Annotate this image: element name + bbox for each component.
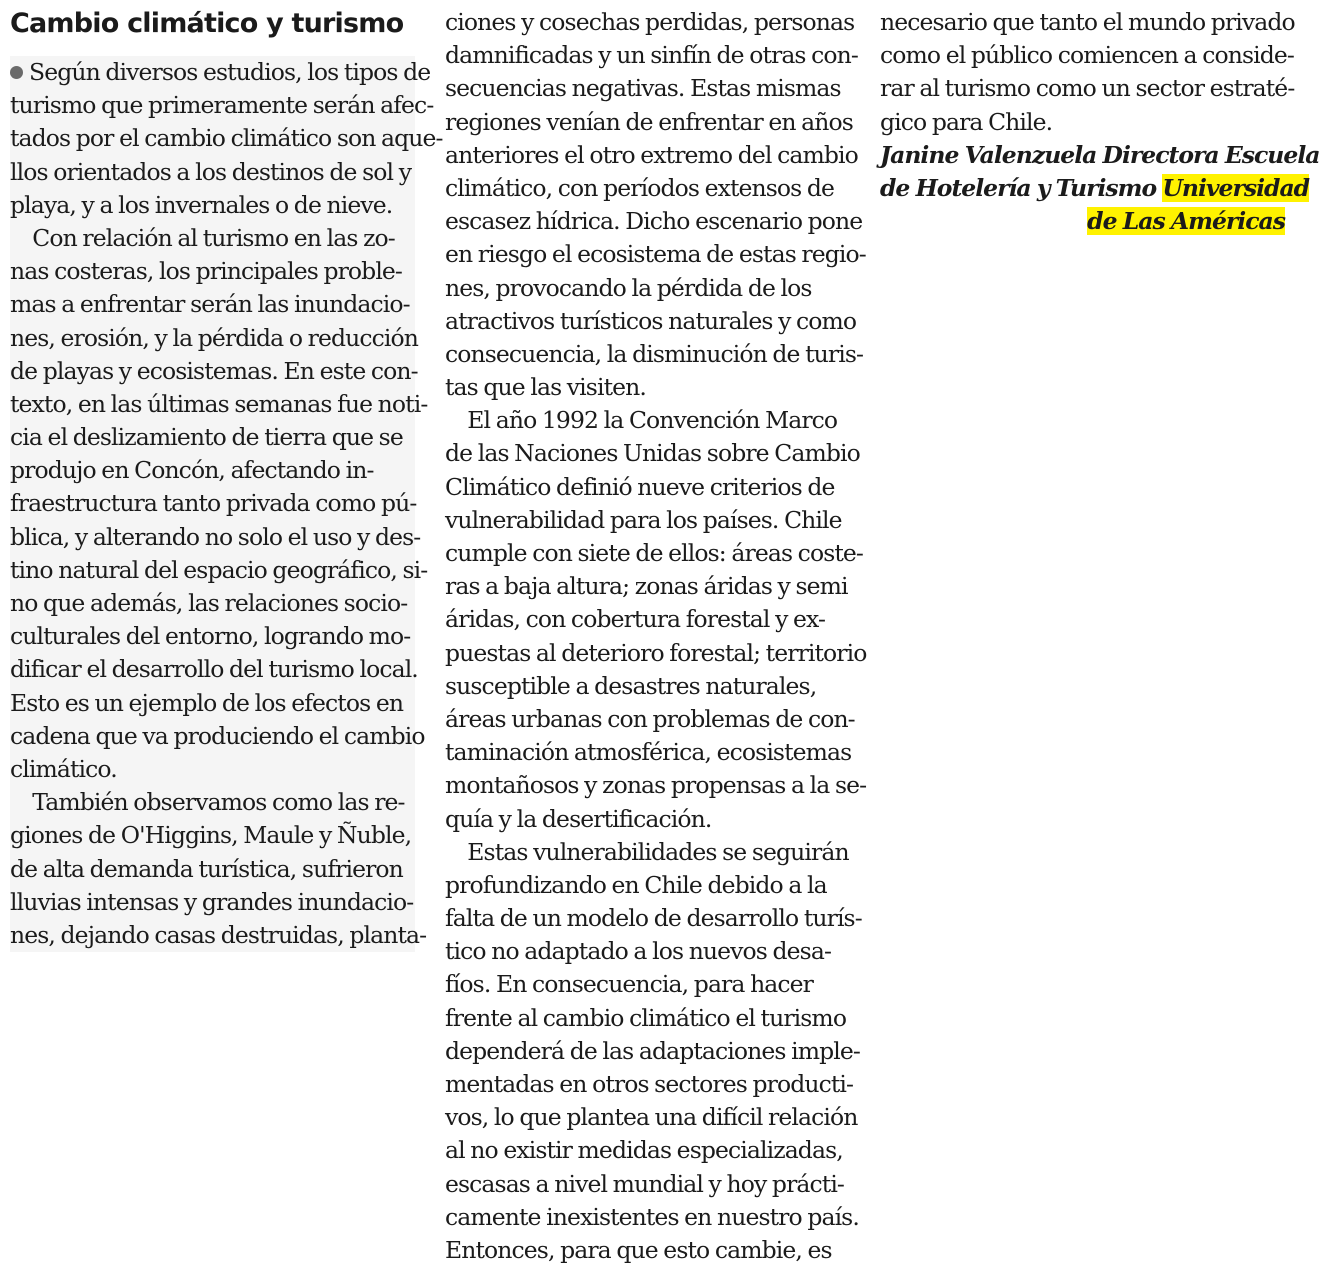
article-line: vos, lo que plantea una difícil relación bbox=[445, 1103, 858, 1132]
article-line: consecuencia, la disminución de turis- bbox=[445, 339, 864, 368]
article-column-1 bbox=[10, 56, 443, 952]
article-line: tino natural del espacio geográfico, si- bbox=[10, 555, 428, 584]
article-line: escasez hídrica. Dicho escenario pone bbox=[445, 207, 863, 236]
article-line: nas costeras, los principales proble- bbox=[10, 257, 402, 286]
article-line: mas a enfrentar serán las inundacio- bbox=[10, 290, 410, 319]
article-line: nes, provocando la pérdida de los bbox=[445, 273, 812, 302]
article-line: Estas vulnerabilidades se seguirán bbox=[445, 837, 849, 866]
article-line: lluvias intensas y grandes inundacio- bbox=[10, 887, 414, 916]
article-line: climático. bbox=[10, 754, 117, 783]
article-line: gico para Chile. bbox=[880, 107, 1053, 136]
article-line: cadena que va produciendo el cambio bbox=[10, 721, 425, 750]
article-line: ciones y cosechas perdidas, personas bbox=[445, 8, 855, 36]
article-line: Entonces, para que esto cambie, es bbox=[445, 1235, 832, 1264]
signature-line bbox=[880, 205, 1285, 238]
article-line: regiones venían de enfrentar en años bbox=[445, 107, 853, 136]
article-line: taminación atmosférica, ecosistemas bbox=[445, 738, 852, 767]
article-line: profundizando en Chile debido a la bbox=[445, 870, 827, 899]
article-line: damnificadas y un sinfín de otras con- bbox=[445, 41, 858, 70]
article-column-2 bbox=[445, 6, 867, 1267]
article-line: atractivos turísticos naturales y como bbox=[445, 306, 857, 335]
article-line: secuencias negativas. Estas mismas bbox=[445, 74, 841, 103]
article-line: Con relación al turismo en las zo- bbox=[10, 223, 395, 252]
signature-line: de Hotelería y Turismo Universidad bbox=[880, 173, 1310, 202]
article-column-3 bbox=[880, 6, 1319, 238]
article-line: mentadas en otros sectores producti- bbox=[445, 1070, 854, 1098]
article-line: Climático definió nueve criterios de bbox=[445, 472, 835, 501]
article-line: escasas a nivel mundial y hoy prácti- bbox=[445, 1169, 844, 1198]
article-line: culturales del entorno, logrando mo- bbox=[10, 622, 411, 651]
article-line: El año 1992 la Convención Marco bbox=[445, 406, 838, 435]
article-line: produjo en Concón, afectando in- bbox=[10, 456, 374, 485]
article-line: tico no adaptado a los nuevos desa- bbox=[445, 937, 831, 966]
article-title: Cambio climático y turismo bbox=[10, 8, 404, 39]
article-line: ras a baja altura; zonas áridas y semi bbox=[445, 572, 848, 601]
article-line: fíos. En consecuencia, para hacer bbox=[445, 970, 814, 999]
article-line: al no existir medidas especializadas, bbox=[445, 1136, 843, 1165]
article-line: dificar el desarrollo del turismo local. bbox=[10, 655, 418, 684]
article-line: nes, erosión, y la pérdida o reducción bbox=[10, 323, 418, 352]
article-line: dependerá de las adaptaciones imple- bbox=[445, 1036, 860, 1065]
highlighted-text: de Las Américas bbox=[1087, 207, 1285, 236]
article-line: de playas y ecosistemas. En este con- bbox=[10, 356, 418, 385]
article-line: áreas urbanas con problemas de con- bbox=[445, 704, 855, 733]
article-line: blica, y alterando no solo el uso y des- bbox=[10, 522, 421, 551]
article-line: necesario que tanto el mundo privado bbox=[880, 8, 1295, 36]
article-line: tas que las visiten. bbox=[445, 373, 646, 402]
article-line: texto, en las últimas semanas fue noti- bbox=[10, 389, 428, 418]
article-line: anteriores el otro extremo del cambio bbox=[445, 140, 858, 169]
article-line: giones de O'Higgins, Maule y Ñuble, bbox=[10, 821, 412, 850]
article-line: montañosos y zonas propensas a la se- bbox=[445, 771, 867, 800]
article-line: frente al cambio climático el turismo bbox=[445, 1003, 847, 1032]
article-line: climático, con períodos extensos de bbox=[445, 173, 835, 202]
article-line: Esto es un ejemplo de los efectos en bbox=[10, 688, 404, 717]
article-line: susceptible a desastres naturales, bbox=[445, 671, 817, 700]
article-line: rar al turismo como un sector estraté- bbox=[880, 74, 1295, 103]
article-line: vulnerabilidad para los países. Chile bbox=[445, 505, 842, 534]
article-line: cumple con siete de ellos: áreas coste- bbox=[445, 539, 863, 567]
article-line: como el público comiencen a conside- bbox=[880, 41, 1294, 70]
article-line: quía y la desertificación. bbox=[445, 804, 712, 833]
article-line: falta de un modelo de desarrollo turís- bbox=[445, 904, 862, 933]
highlighted-text: Universidad bbox=[1162, 173, 1310, 202]
article-line: cia el deslizamiento de tierra que se bbox=[10, 423, 403, 452]
article-line: no que además, las relaciones socio- bbox=[10, 589, 408, 617]
article-line: tados por el cambio climático son aque- bbox=[10, 124, 443, 153]
signature-line: Janine Valenzuela Directora Escuela bbox=[880, 140, 1319, 169]
article-line: puestas al deterioro forestal; territorio bbox=[445, 638, 867, 667]
author-signature bbox=[880, 139, 1319, 239]
article-line: camente inexistentes en nuestro país. bbox=[445, 1202, 859, 1231]
article-line: áridas, con cobertura forestal y ex- bbox=[445, 605, 826, 634]
article-line: de las Naciones Unidas sobre Cambio bbox=[445, 439, 860, 468]
article-line: de alta demanda turística, sufrieron bbox=[10, 854, 403, 883]
article-line: También observamos como las re- bbox=[10, 788, 405, 817]
article-line: nes, dejando casas destruidas, planta- bbox=[10, 920, 427, 949]
bullet-icon bbox=[10, 66, 23, 79]
article-line: Según diversos estudios, los tipos de bbox=[10, 56, 415, 89]
article-line: turismo que primeramente serán afec- bbox=[10, 91, 434, 120]
article-line: en riesgo el ecosistema de estas regio- bbox=[445, 240, 866, 269]
article-line: playa, y a los invernales o de nieve. bbox=[10, 190, 393, 219]
article-line: fraestructura tanto privada como pú- bbox=[10, 489, 417, 518]
article-line: llos orientados a los destinos de sol y bbox=[10, 157, 412, 186]
